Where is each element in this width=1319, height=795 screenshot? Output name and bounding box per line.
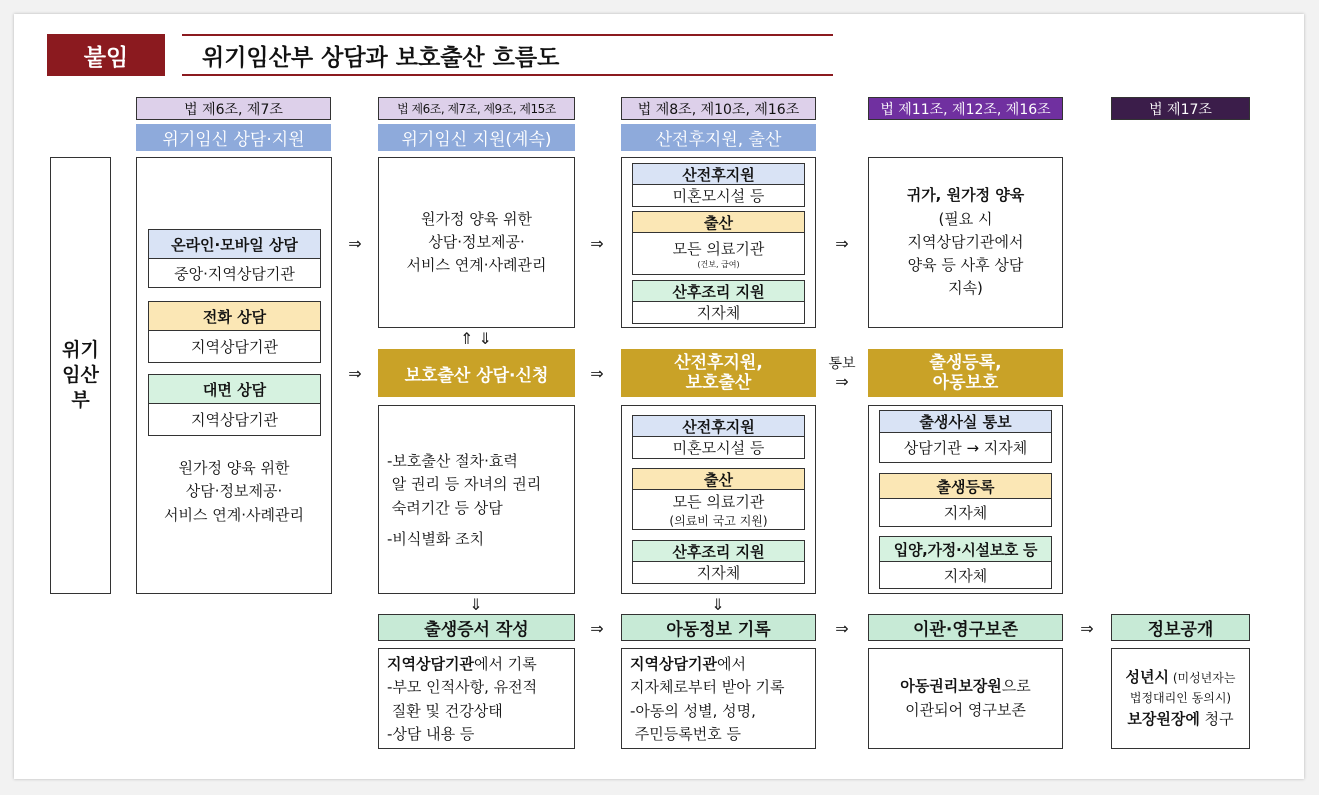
note-line: 상담·정보제공· [185,482,283,501]
text-line: -아동의 성별, 성명, [630,701,756,720]
text: 으로 [1001,677,1031,696]
text-line: 지자체로부터 받아 기록 [630,678,785,697]
note-line: 서비스 연계·사례관리 [164,505,304,524]
birth-notice-body: 상담기관 → 지자체 [879,433,1052,463]
text-line: 상담·정보제공· [428,232,525,251]
birth-reg-head: 출생등록 [879,473,1052,499]
prenatal-protected-birth-box [621,349,816,397]
prenatal-support-head: 산전후지원 [632,415,805,437]
law-col5: 법 제17조 [1111,97,1250,120]
law-col3: 법 제8조, 제10조, 제16조 [621,97,816,120]
birth-certificate-box: 출생증서 작성 [378,614,575,641]
right-arrow: ⇒ [590,363,604,383]
title-rule-bottom [182,74,833,76]
prenatal-support-body: 미혼모시설 등 [632,437,805,459]
childbirth-body [632,233,805,275]
prenatal-support-body: 미혼모시설 등 [632,185,805,207]
birth-reg-body: 지자체 [879,499,1052,527]
text-line: 질환 및 건강상태 [387,701,503,720]
text-line: 서비스 연계·사례관리 [406,256,547,275]
col4-bottom-box [868,648,1063,749]
bold-text: 보장원장에 [1127,709,1200,728]
text: 모든 의료기관 [672,239,765,258]
right-arrow: ⇒ [348,363,362,383]
adoption-care-body: 지자체 [879,562,1052,589]
child-info-record-box: 아동정보 기록 [621,614,816,641]
bold-text: 지역상담기관 [387,655,474,673]
col4-detail-box [868,405,1063,594]
col2-bottom-box [378,648,575,749]
childbirth-head: 출산 [632,468,805,490]
col4-top-box [868,157,1063,328]
notice-label: 통보 [828,356,856,372]
text-line: 주민등록번호 등 [630,724,741,743]
category-col2: 위기임신 지원(계속) [378,124,575,151]
side-label-line: 임산 [62,364,99,387]
text-line: 숙려기간 등 상담 [387,498,503,517]
text-line: 지역상담기관에서 [907,232,1024,251]
page-title: 위기임산부 상담과 보호출산 흐름도 [202,44,560,71]
adoption-care-head: 입양,가정·시설보호 등 [879,536,1052,562]
bold-text: 귀가, 원가정 양육 [906,186,1025,205]
faceto-counsel-body: 지역상담기관 [148,404,321,436]
subtext: (의료비 국고 지원) [669,513,768,528]
right-arrow: ⇒ [835,371,849,391]
col3-detail-box [621,405,816,594]
phone-counsel-body: 지역상담기관 [148,331,321,363]
bold-text: 아동권리보장원 [900,677,1002,696]
down-arrow: ⇓ [469,594,483,614]
info-disclosure-box: 정보공개 [1111,614,1250,641]
text: 청구 [1199,709,1234,728]
prenatal-support-head: 산전후지원 [632,163,805,185]
side-label-crisis-mother [50,157,111,594]
text: 아동보호 [932,373,999,393]
text: 에서 기록 [473,655,537,673]
phone-counsel-head: 전화 상담 [148,301,321,331]
protected-birth-consult-box: 보호출산 상담·신청 [378,349,575,397]
online-counsel-head: 온라인·모바일 상담 [148,229,321,259]
text: 출생등록, [929,352,1002,373]
text-line: 원가정 양육 위한 [421,209,532,228]
right-arrow: ⇒ [590,233,604,253]
col2-detail-box [378,405,575,594]
childbirth-head: 출산 [632,211,805,233]
category-col1: 위기임신 상담·지원 [136,124,331,151]
text-line: 지속) [948,279,983,298]
bold-text: 성년시 [1125,667,1169,686]
updown-arrow: ⇑ ⇓ [460,328,492,348]
right-arrow: ⇒ [835,233,849,253]
birth-registration-box [868,349,1063,397]
subtext: (건보, 급여) [697,259,740,269]
text-line: -보호출산 절차·효력 [387,452,518,470]
text-line: -비식별화 조치 [387,529,485,548]
small-text: 법정대리인 동의시) [1129,691,1232,706]
birth-notice-head: 출생사실 통보 [879,410,1052,433]
bold-text: 지역상담기관 [630,655,717,673]
text-line: (필요 시 [938,209,993,228]
law-col4: 법 제11조, 제12조, 제16조 [868,97,1063,120]
col5-bottom-box [1111,648,1250,749]
text-line: 이관되어 영구보존 [905,700,1026,719]
transfer-preserve-box: 이관·영구보존 [868,614,1063,641]
law-col2: 법 제6조, 제7조, 제9조, 제15조 [378,97,575,120]
text-line: 알 권리 등 자녀의 권리 [387,475,542,494]
online-counsel-body: 중앙·지역상담기관 [148,259,321,288]
text-line: -부모 인적사항, 유전적 [387,678,538,697]
side-label-line: 위기 [62,339,99,362]
right-arrow: ⇒ [1080,618,1094,638]
postnatal-body: 지자체 [632,302,805,324]
postnatal-head: 산후조리 지원 [632,280,805,302]
childbirth-body [632,490,805,530]
text: 에서 [716,655,746,673]
text: 산전후지원, [674,352,763,373]
appendix-badge: 붙임 [47,34,165,76]
col1-counseling-panel [136,157,332,594]
text-line: 양육 등 사후 상담 [907,256,1024,275]
right-arrow: ⇒ [835,618,849,638]
faceto-counsel-head: 대면 상담 [148,374,321,404]
col3-bottom-box [621,648,816,749]
col3-top-box [621,157,816,328]
postnatal-body: 지자체 [632,562,805,584]
right-arrow: ⇒ [590,618,604,638]
postnatal-head: 산후조리 지원 [632,540,805,562]
side-label-line: 부 [71,388,90,411]
text: 보호출산 [685,373,752,393]
document-sheet [14,14,1304,779]
text-line: -상담 내용 등 [387,724,475,743]
col1-note [137,454,331,530]
right-arrow: ⇒ [348,233,362,253]
text: 모든 의료기관 [672,492,765,511]
category-col3: 산전후지원, 출산 [621,124,816,151]
law-col1: 법 제6조, 제7조 [136,97,331,120]
note-line: 원가정 양육 위한 [178,459,290,478]
small-text: (미성년자는 [1169,670,1236,685]
col2-top-box [378,157,575,328]
down-arrow: ⇓ [711,594,725,614]
